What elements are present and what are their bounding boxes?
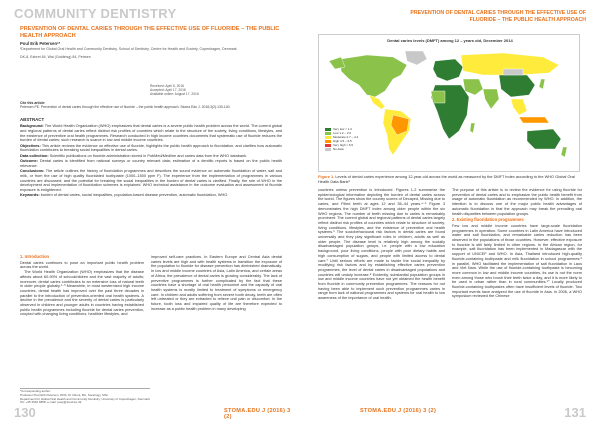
- body-paragraph: Few low and middle income countries have large-scale fluoridation programmes in operation. Some countries in Latin America have introduced water and salt fluoridation, and remarkable caries reduction has been observed in the populations of those countries. However, effective exposure to fluoride is still fairly limited in other regions. In the African region, for example, salt fluoridation has been implemented in Madagascar with the support of UNICEF and WHO. In Asia, Thailand introduced high-quality fluoride-containing toothpaste and milk fluoridation in school programmes;⁸ in parallel, WHO facilitated the implementation of salt fluoridation in Laos and Viet Nam. While the use of fluoride-containing toothpaste is becoming more common in low and middle income countries, its use is not the norm even among those who brush their teeth twice a day, and it is more likely to be used in urban rather than in rural communities.¹⁰ Locally produced fluoride-containing toothpastes often have insufficient levels of fluoride. Two important events have analyzed the use of fluoride in Asia. In 2006, a WHO symposium reviewed the Chinese: [452, 223, 582, 299]
- author-affiliations: [20, 47, 280, 59]
- legend-label: Moderate 2.7 – 4.4: [333, 135, 359, 139]
- citation-block: [20, 101, 280, 110]
- abstract-paragraph: [20, 144, 282, 154]
- article-title: PREVENTION OF DENTAL CARIES THROUGH THE EFFECTIVE USE OF FLUORIDE – THE PUBLIC HEALTH APPROACH: [20, 26, 280, 39]
- section-heading-introduction: 1. Introduction: [20, 254, 50, 259]
- affiliation-text: ¹Department for Global Oral Health and Community Dentistry. School of Dentistry, Centre for Health and Society, Copenhagen, Denmark: [20, 47, 237, 51]
- abstract-label: Objectives:: [20, 143, 41, 148]
- figure-caption-text: Levels of dental caries experience among 12-year-old across the world as measured by the DMFT index according to the WHO Global Oral Health Data Bank⁶: [318, 174, 575, 184]
- abstract-text: This article reviews the evidence on effective use of fluoride, highlights the public health approach to fluoridation, and clarifies how automatic fluoridation contributes to breaking social inequalities in dental caries.: [20, 143, 282, 153]
- figure-caption-label: Figure 1.: [318, 174, 335, 179]
- map-indonesia: [519, 117, 549, 123]
- abstract-label: Outcome:: [20, 159, 38, 164]
- right-column-2: [452, 188, 582, 299]
- affiliation-address: DK-8, Esbret 84, Wai (Gotdinsg) 84, Petrsen: [20, 54, 91, 59]
- figure-caption: [318, 175, 580, 185]
- section-heading-fluoridation: 2. Existing fluoridation programmes: [452, 217, 524, 223]
- running-head: PREVENTION OF DENTAL CARIES THROUGH THE EFFECTIVE USE OF FLUORIDE – THE PUBLIC HEALTH APPROACH: [410, 10, 586, 23]
- abstract-paragraph: [20, 169, 282, 193]
- abstract-text: Scientific publications on fluoride administration stored in PubMed/Medline and caries data from the WHO databank.: [49, 153, 248, 158]
- abstract-label: Data collection:: [20, 153, 49, 158]
- map-west-africa: [431, 91, 445, 103]
- legend-label: High 4.5 – 6.5: [333, 139, 352, 143]
- legend-label: Very low < 1.2: [333, 127, 352, 131]
- figure-1: [318, 34, 580, 172]
- legend-label: No data: [333, 147, 344, 151]
- citation-label: Cite this article:: [20, 101, 46, 105]
- abstract-label: Conclusions:: [20, 169, 45, 174]
- body-paragraph: The World Health Organization (WHO) emphasizes that the disease affects about 60-90% of schoolchildren and the vast majority of adults; moreover, dental caries contributes to an extensive loss of natural teeth in older people globally.¹⁻³ Meanwhile, in most westernized high income countries, dental health has improved over the past three decades in parallel to the introduction of prevention-oriented oral health systems. A decline in the prevalence and the severity of dental caries is particularly observed in children and younger adults in countries having established public health programmes including fluoride for dental caries prevention, coupled with changing living conditions, healthier lifestyles, and: [20, 270, 144, 317]
- map-mongolia: [503, 69, 523, 75]
- article-author: Poul Erik Petersen¹*: [20, 41, 61, 46]
- abstract-body: [20, 124, 282, 199]
- journal-footer-right: STOMA.EDU J (2016) 3 (2): [360, 408, 437, 414]
- legend-swatch: [325, 128, 331, 131]
- legend-item: [325, 147, 381, 151]
- right-page: [300, 0, 600, 424]
- citation-text: Petersen PE. Prevention of dental caries through the effective use of fluoride – the public health approach. Stoma Edu J. 2016;3(2):130-140.: [20, 105, 231, 110]
- legend-swatch: [325, 144, 331, 147]
- abstract-text: The article outlines the history of fluoridation programmes and describes the sound evidence on automatic fluoridation of water, salt and milk, or from the use of high quality fluoridated toothpaste (1000–1500 ppm F). The experience from the implementation of programmes in various countries are discussed; and the potential for breaking the social inequalities in the burden of dental caries is clarified. Finally, the role of WHO in the development and implementation of fluoridation schemes is explained. WHO technical assistance in the outcome evaluation and assessment of fluoride exposure is enlightened.: [20, 169, 283, 193]
- legend-label: Very high > 6.5: [333, 143, 354, 147]
- abstract-text: The World Health Organization (WHO) emphasizes that dental caries is a severe public health problem across the world. The current global and regional patterns of dental caries reflect distinct risk profiles of countries which relate to the structure of the society, living conditions, lifestyles, and the existence of preventive oral health programmes. Research conducted in high income countries documents that systematic use of fluoride reduces the burden of dental caries; such research is scarce in low and middle income countries.: [20, 124, 282, 143]
- abstract-label: Background:: [20, 124, 44, 128]
- legend-swatch: [325, 136, 331, 139]
- body-paragraph: improved self-care practices. In Eastern Europe and Central Asia dental caries levels are high and with health systems in transition the exposure of the population to fluoride for disease prevention has diminished dramatically. In low and middle income countries of Asia, Latin America, and certain areas of Africa, the prevalence of dental caries is growing considerably. The lack of preventive programmes is further complicated by the fact that these countries have a shortage of oral health personnel and the capacity of oral health systems is mostly limited to treatment of symptoms or emergency care. In children and adults suffering from severe tooth decay, teeth are often left untreated or they are extracted to relieve oral pain or discomfort. In the future, tooth loss and impaired quality of life are therefore expected to increase as a public health problem in many developing: [151, 255, 282, 311]
- abstract-heading: ABSTRACT: [20, 117, 45, 122]
- abstract-label: Keywords:: [20, 193, 40, 198]
- corresponding-author-footnote: *Corresponding author: Professor Poul Erik Petersen, DDS, Dr Odont, BA, Sociology, MSc Department for Global Oral Health and Community Dentistry, University of Copenhagen, Denmark Tel: +45 3532 6858; e-mail: poep@sund.ku.dk: [20, 389, 150, 405]
- body-paragraph: countries unless prevention is introduced. Figures 1-2 summarize the epidemiological information depicting the burden of dental caries across the world. The figures show the country scores of Decayed, Missing due to caries, and Filled teeth at ages 12 and 35–44 years.⁴⁻⁵ Figure 3 demonstrates the high DMFT index among older people within the six WHO regions. The number of teeth missing due to caries is remarkably prominent. The current global and regional patterns of dental caries largely reflect distinct risk profiles of countries which relate to structure of society, living conditions, lifestyles, and the existence of preventive oral health systems.⁶ The sociobehavioural risk factors in dental caries are found universally and they play significant roles in children, adults as well as older people. The disease level is relatively high among the socially disadvantaged population groups, i.e. people with a low education background, poor living conditions, people with poor dietary habits and high consumption of sugars, and people with limited access to dental care.⁷ Until serious efforts are made to tackle the social inequality by modifying risk factors and by establishing effective caries prevention programmes, the level of dental caries in disadvantaged populations and countries will unduly increase.⁸ Evidently, substantial population groups in low and middle income countries have not yet obtained the health benefit from fluoride in community prevention programmes. The reasons for not having been able to implement such prevention programmes varies in range from lack of national programmes and systems for oral health to low awareness of the importance of oral health.: [318, 188, 445, 301]
- left-column-1: [20, 255, 144, 317]
- journal-footer-left: STOMA.EDU J (2016) 3 (2): [224, 408, 291, 420]
- abstract-paragraph: [20, 154, 282, 159]
- legend-swatch: [325, 132, 331, 135]
- body-paragraph: Dental caries continues to pose an important public health problem across the world.: [20, 260, 144, 270]
- legend-swatch: [325, 140, 331, 143]
- article-dates: Received: April 8, 2016 Accepted: April 17, 2016 Available online: August 17, 2016: [150, 84, 199, 97]
- map-legend: [325, 127, 381, 151]
- figure-title: Dental caries levels (DMFT) among 12 – years old, December 2014: [387, 38, 513, 43]
- legend-swatch: [325, 148, 331, 151]
- abstract-paragraph: [20, 159, 282, 169]
- right-column-1: [318, 188, 445, 301]
- journal-section-title: COMMUNITY DENTISTRY: [14, 6, 177, 21]
- page-number-left: 130: [14, 405, 36, 420]
- body-paragraph: The purpose of this article is to review the evidence for using fluoride for prevention of dental caries and to emphasize the public health benefit from usage of automatic fluoridation as recommended by WHO. In addition, the intention is to discuss one of the major public health advantages of automatic fluoridation in that the approach may break the prevailing oral health disparities between population groups.: [452, 188, 582, 216]
- abstract-text: Dental caries is identified from national surveys or country relevant data; estimation of a dentific reports is based on the public health relevance.: [20, 159, 282, 168]
- abstract-paragraph: [20, 193, 282, 198]
- abstract-paragraph: [20, 124, 282, 143]
- page-number-right: 131: [564, 405, 586, 420]
- legend-label: Low 1.2 – 2.6: [333, 131, 352, 135]
- left-column-2: [151, 255, 282, 311]
- abstract-text: burden of dental caries, social inequalities, population-based disease prevention, automatic fluoridation, WHO.: [40, 193, 229, 198]
